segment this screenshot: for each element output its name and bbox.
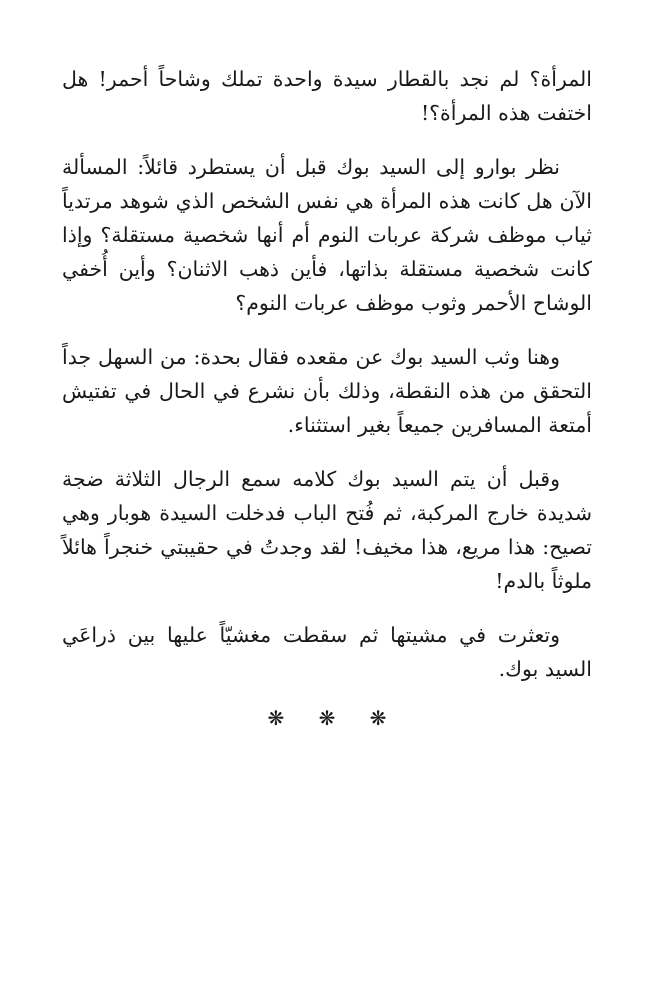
section-separator: ❋ ❋ ❋ [267, 706, 401, 730]
book-page [62, 62, 592, 730]
paragraph-5: وتعثرت في مشيتها ثم سقطت مغشيّاً عليها بين ذراعَي السيد بوك. [62, 623, 592, 681]
paragraph-3: وهنا وثب السيد بوك عن مقعده فقال بحدة: من السهل جداً التحقق من هذه النقطة، وذلك بأن نشرع في الحال في تفتيش أمتعة المسافرين جميعاً بغير استثناء. [62, 345, 592, 437]
paragraph-1: المرأة؟ لم نجد بالقطار سيدة واحدة تملك وشاحاً أحمر! هل اختفت هذه المرأة؟! [62, 67, 592, 125]
paragraph-4: وقبل أن يتم السيد بوك كلامه سمع الرجال الثلاثة ضجة شديدة خارج المركبة، ثم فُتح الباب فدخلت السيدة هوبار وهي تصيح: هذا مريع، هذا مخيف! لقد وجدتُ في حقيبتي خنجراً هائلاً ملوثاً بالدم! [62, 467, 592, 593]
paragraph-2: نظر بوارو إلى السيد بوك قبل أن يستطرد قائلاً: المسألة الآن هل كانت هذه المرأة هي نفس الشخص الذي شوهد مرتدياً ثياب موظف شركة عربات النوم أم أنها شخصية مستقلة؟ وإذا كانت شخصية مستقلة بذاتها، فأين ذهب الاثنان؟ وأين أُخفي الوشاح الأحمر وثوب موظف عربات النوم؟ [62, 155, 592, 315]
